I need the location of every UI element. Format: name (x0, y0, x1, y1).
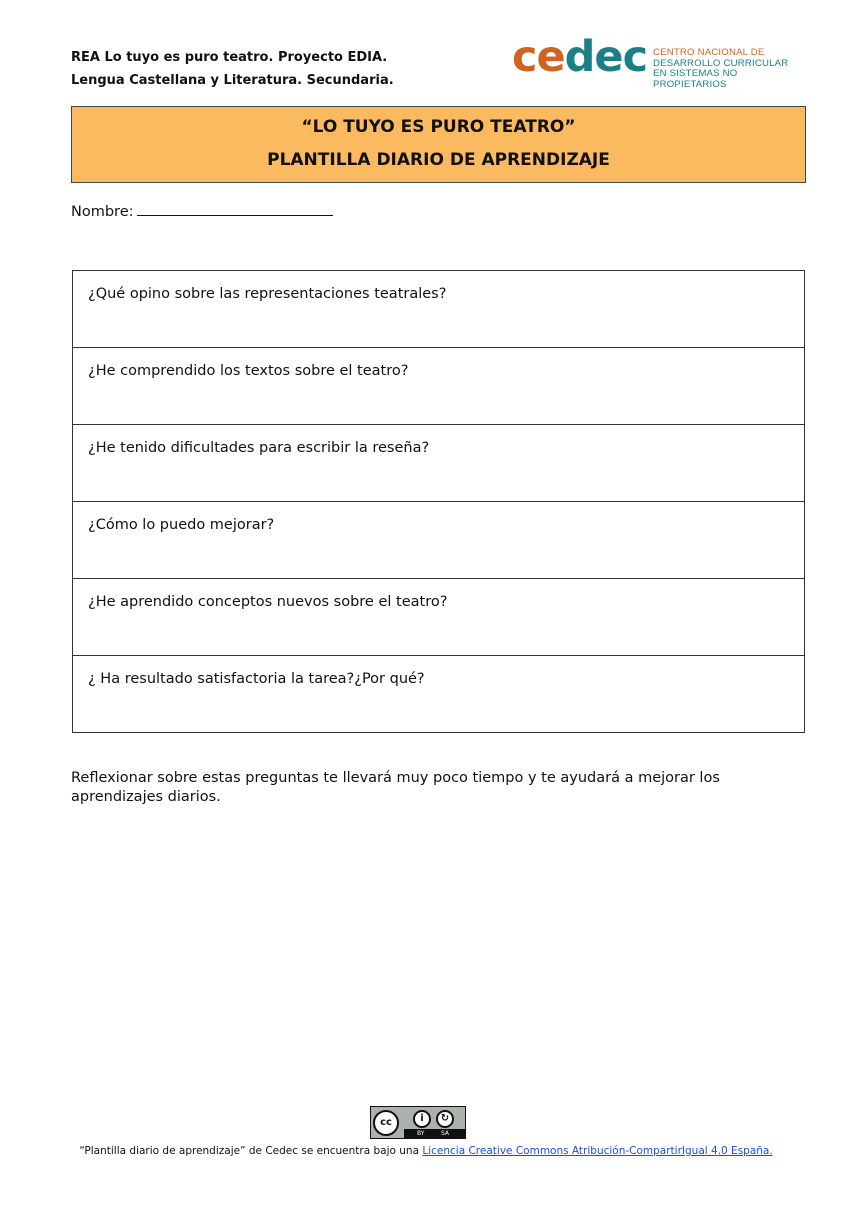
logo-word-dec: dec (564, 32, 648, 82)
name-label: Nombre: (71, 204, 134, 220)
logo-word-ce: ce (512, 32, 565, 82)
question-row[interactable] (73, 424, 804, 501)
attribution-icon: i (413, 1110, 431, 1128)
question-text: ¿He aprendido conceptos nuevos sobre el teatro? (88, 594, 448, 610)
name-field (71, 200, 333, 220)
reflection-paragraph: Reflexionar sobre estas preguntas te llevará muy poco tiempo y te ayudará a mejorar los aprendizajes diarios. (71, 770, 720, 805)
logo-sub-line-3: EN SISTEMAS NO PROPIETARIOS (653, 68, 738, 90)
logo-sub-line-2: DESARROLLO CURRICULAR (653, 57, 789, 69)
title-line-1: “LO TUYO ES PURO TEATRO” (301, 117, 576, 137)
question-row[interactable] (73, 271, 804, 347)
logo-subtitle (653, 48, 812, 90)
name-blank-line[interactable] (137, 200, 333, 216)
question-row[interactable] (73, 501, 804, 578)
question-text: ¿He comprendido los textos sobre el teatro? (88, 363, 409, 379)
question-text: ¿Cómo lo puedo mejorar? (88, 517, 275, 533)
title-line-2: PLANTILLA DIARIO DE APRENDIZAJE (267, 150, 610, 170)
question-text: ¿ Ha resultado satisfactoria la tarea?¿Por qué? (88, 671, 425, 687)
logo-sub-line-1: CENTRO NACIONAL DE (653, 47, 765, 58)
creative-commons-badge[interactable] (370, 1106, 466, 1139)
footer-text: “Plantilla diario de aprendizaje” de Cedec se encuentra bajo una (79, 1145, 423, 1157)
cedec-logo (512, 32, 812, 90)
question-text: ¿Qué opino sobre las representaciones teatrales? (88, 286, 447, 302)
header-line-1: REA Lo tuyo es puro teatro. Proyecto EDIA. (71, 50, 388, 65)
questions-table (72, 270, 805, 733)
question-text: ¿He tenido dificultades para escribir la reseña? (88, 440, 430, 456)
question-row[interactable] (73, 578, 804, 655)
question-row[interactable] (73, 655, 804, 732)
share-alike-icon: ↻ (436, 1110, 454, 1128)
document-header (71, 46, 394, 92)
question-row[interactable] (73, 347, 804, 424)
cc-icon: cc (373, 1110, 399, 1136)
title-box (71, 106, 806, 183)
license-footer (0, 1145, 852, 1157)
license-link[interactable]: Licencia Creative Commons Atribución-CompartirIgual 4.0 España. (422, 1145, 773, 1157)
badge-sa-label: SA (441, 1130, 450, 1137)
header-line-2: Lengua Castellana y Literatura. Secundaria. (71, 73, 394, 88)
badge-by-label: BY (417, 1130, 425, 1137)
